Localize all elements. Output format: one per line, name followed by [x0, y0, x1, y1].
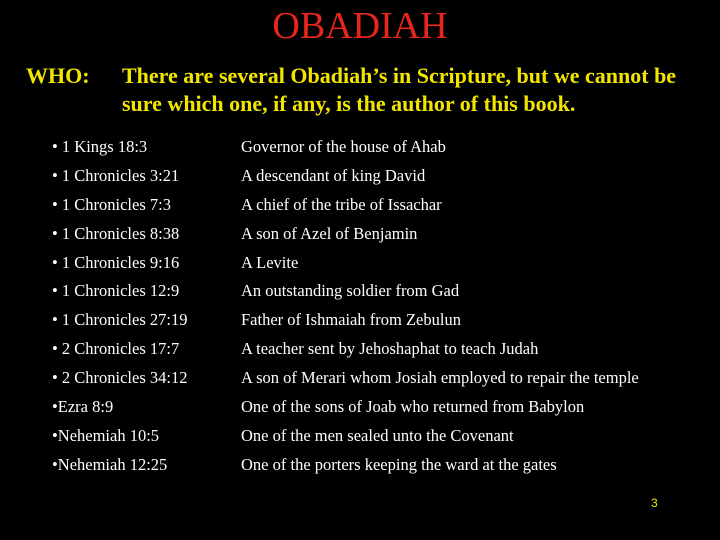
reference-row: [52, 162, 712, 191]
page-number: 3: [651, 496, 658, 510]
reference-citation: • 2 Chronicles 17:7: [52, 339, 180, 359]
reference-description: A chief of the tribe of Issachar: [241, 194, 442, 214]
reference-description: A Levite: [241, 252, 299, 272]
reference-row: [52, 306, 712, 335]
reference-row: [52, 393, 712, 422]
reference-row: [52, 133, 712, 162]
who-text: There are several Obadiah’s in Scripture, but we cannot be sure which one, if any, is the author of this book.: [122, 63, 677, 116]
reference-row: [52, 422, 712, 451]
reference-list: [52, 133, 712, 480]
reference-description: One of the men sealed unto the Covenant: [241, 425, 514, 445]
reference-description: One of the porters keeping the ward at the gates: [241, 454, 557, 474]
reference-description: One of the sons of Joab who returned from Babylon: [241, 397, 585, 417]
reference-citation: • 1 Chronicles 27:19: [52, 310, 188, 330]
reference-row: [52, 249, 712, 278]
reference-citation: •Ezra 8:9: [52, 397, 114, 417]
reference-citation: • 1 Chronicles 7:3: [52, 194, 171, 214]
reference-description: An outstanding soldier from Gad: [241, 281, 460, 301]
reference-description: A descendant of king David: [241, 165, 426, 185]
who-label: WHO:: [26, 63, 90, 88]
reference-row: [52, 220, 712, 249]
reference-description: Governor of the house of Ahab: [241, 137, 446, 156]
reference-row: [52, 191, 712, 220]
slide-title: OBADIAH: [272, 5, 448, 47]
reference-row: [52, 277, 712, 306]
reference-row: [52, 364, 712, 393]
reference-citation: • 1 Chronicles 9:16: [52, 252, 180, 272]
reference-citation: • 2 Chronicles 34:12: [52, 368, 188, 388]
reference-citation: •Nehemiah 12:25: [52, 454, 168, 474]
reference-citation: •Nehemiah 10:5: [52, 425, 160, 445]
reference-row: [52, 451, 712, 480]
reference-description: A son of Merari whom Josiah employed to repair the temple: [241, 368, 639, 388]
reference-citation: • 1 Kings 18:3: [52, 137, 148, 156]
reference-description: A son of Azel of Benjamin: [241, 223, 418, 243]
reference-row: [52, 335, 712, 364]
reference-description: A teacher sent by Jehoshaphat to teach Judah: [241, 339, 539, 359]
reference-description: Father of Ishmaiah from Zebulun: [241, 310, 461, 330]
reference-citation: • 1 Chronicles 3:21: [52, 165, 180, 185]
reference-citation: • 1 Chronicles 8:38: [52, 223, 180, 243]
reference-citation: • 1 Chronicles 12:9: [52, 281, 180, 301]
